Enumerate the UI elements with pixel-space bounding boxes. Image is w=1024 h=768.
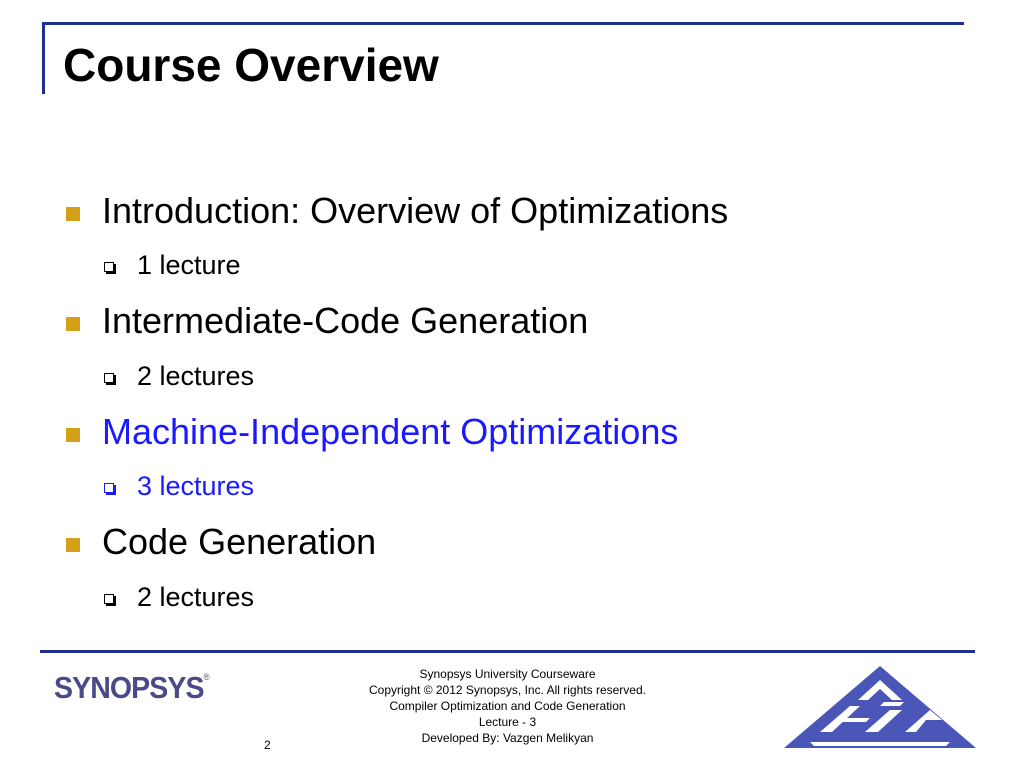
- title-frame-top-line: [42, 22, 964, 25]
- title-frame-left-line: [42, 22, 45, 94]
- footer-credits: [335, 666, 680, 746]
- slide-title: Course Overview: [63, 39, 439, 91]
- synopsys-logo: [54, 670, 210, 710]
- checkbox-bullet-icon: [104, 594, 114, 604]
- footer-line: Synopsys University Courseware: [419, 667, 596, 681]
- sub-bullet-text: 1 lecture: [137, 250, 241, 280]
- square-bullet-icon: [66, 428, 80, 442]
- checkbox-bullet-icon: [104, 373, 114, 383]
- bullet-text: Intermediate-Code Generation: [102, 300, 589, 341]
- registered-mark: ®: [203, 672, 210, 682]
- sub-bullet-text: 2 lectures: [137, 361, 255, 391]
- footer-divider: [40, 650, 975, 653]
- footer-line: Compiler Optimization and Code Generation: [389, 699, 626, 713]
- footer-line: Lecture - 3: [478, 715, 537, 729]
- triangle-emblem-icon: [780, 662, 980, 752]
- page-number: 2: [264, 738, 271, 752]
- footer-line: Developed By: Vazgen Melikyan: [421, 731, 594, 745]
- footer-line: Copyright © 2012 Synopsys, Inc. All rights reserved.: [369, 683, 646, 697]
- sub-bullet-text: 3 lectures: [137, 471, 255, 501]
- square-bullet-icon: [66, 207, 80, 221]
- square-bullet-icon: [66, 317, 80, 331]
- square-bullet-icon: [66, 538, 80, 552]
- bullet-text: Code Generation: [102, 521, 377, 562]
- brand-name: SYNOPSYS: [54, 670, 204, 705]
- bullet-text: Machine-Independent Optimizations: [102, 411, 679, 452]
- bullet-text: Introduction: Overview of Optimizations: [102, 190, 729, 231]
- sub-bullet-text: 2 lectures: [137, 582, 255, 612]
- checkbox-bullet-icon: [104, 483, 114, 493]
- checkbox-bullet-icon: [104, 262, 114, 272]
